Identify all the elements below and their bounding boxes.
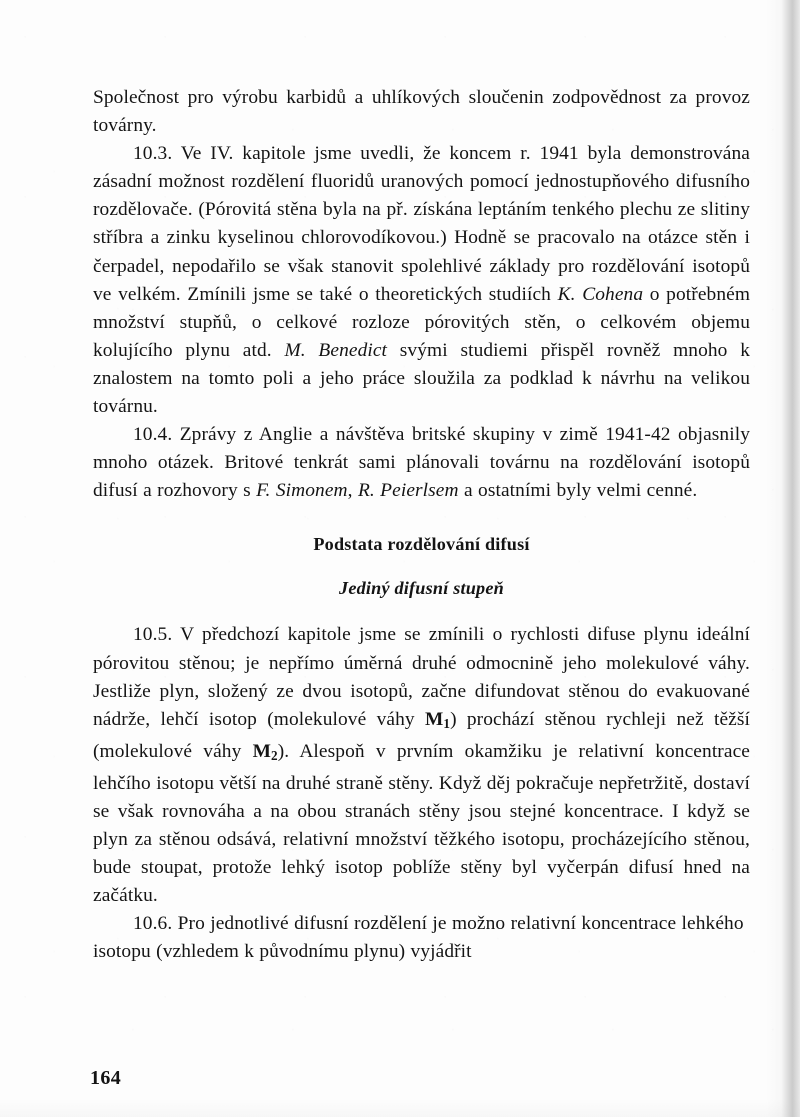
cited-author-peierls: R. Peierlsem (357, 480, 459, 502)
paragraph-10-6: 10.6. Pro jednotlivé difusní rozdělení je možno relativní koncentrace lehkého isotopu (vzhledem k původnímu plynu) vyjádřit (93, 913, 744, 963)
paragraph-10-4-text-c: a ostatními byly velmi cenné. (458, 480, 698, 502)
symbol-m1-base: M (424, 708, 444, 730)
scan-shadow-bottom-edge (0, 1099, 800, 1117)
paragraph-10-3-text-b: o potřebném množství stupňů, o celkové rozloze pórovitých stěn, o celkovém objemu kolujícího plynu atd. (93, 283, 751, 361)
symbol-molecular-weight-2 (253, 741, 278, 762)
scan-shadow-right-edge (766, 0, 800, 1117)
paragraph-10-4-text-a: 10.4. Zprávy z Anglie a návštěva britské skupiny v zimě 1941-42 objasnily mnoho otázek. Britové tenkrát sami plánovali továrnu na rozdělování isotopů difusí a rozhovory s (93, 424, 750, 502)
cited-author-benedict: M. Benedict (284, 339, 388, 361)
paragraph-10-5-text-b: ) prochází stěnou rychleji než těžší (molekulové váhy (93, 708, 750, 762)
cited-author-cohen: K. Cohena (557, 283, 644, 305)
paragraph-10-3 (93, 140, 750, 421)
section-heading: Podstata rozdělování difusí (313, 534, 530, 555)
paragraph-10-3-text-a: 10.3. Ve IV. kapitole jsme uvedli, že koncem r. 1941 byla demonstrována zásadní možnost rozdělení fluoridů uranových pomocí jednostupňového difusního rozdělovače. (Pórovitá stěna byla na př. získána leptáním tenkého plechu ze slitiny stříbra a zinku kyselinou chlorovodíkovou.) Hodně se pracovalo na otázce stěn i čerpadel, nepodařilo se však stanovit spolehlivé základy pro rozdělování isotopů ve velkém. Zmínili jsme se také o theoretických studiích (93, 143, 750, 305)
paragraph-10-4-text-b: , (347, 480, 358, 502)
cited-author-simon: F. Simonem (256, 480, 348, 502)
paragraph-10-4 (93, 421, 750, 505)
paragraph-10-5-text-c: ). Alespoň v prvním okamžiku je relativní koncentrace lehčího isotopu větší na druhé straně stěny. Když děj pokračuje nepřetržitě, dostaví se však rovnováha a na obou stranách stěny jsou stejné koncentrace. I když se plyn za stěnou odsává, relativní množství těžkého isotopu, procházejícího stěnou, bude stoupat, protože lehký isotop poblíže stěny byl vyčerpán difusí hned na začátku. (93, 740, 750, 907)
page-text-column (93, 84, 750, 966)
symbol-molecular-weight-1 (425, 709, 450, 730)
paragraph-10-3-text-c: svými studiemi přispěl rovněž mnoho k znalostem na tomto poli a jeho práce sloužila za podklad k návrhu na velikou továrnu. (93, 339, 750, 418)
page-number: 164 (90, 1067, 122, 1089)
paragraph-10-5-text-a: 10.5. V předchozí kapitole jsme se zmínili o rychlosti difuse plynu ideální pórovitou stěnou; je nepřímo úměrná druhé odmocnině jeho molekulové váhy. Jestliže plyn, složený ze dvou isotopů, začne difundovat stěnou do evakuované nádrže, lehčí isotop (molekulové váhy (93, 624, 750, 730)
symbol-m2-subscript: 2 (271, 747, 278, 763)
section-subheading: Jediný difusní stupeň (339, 578, 504, 599)
symbol-m2-base: M (252, 740, 271, 762)
symbol-m1-subscript: 1 (443, 715, 451, 731)
paragraph-10-5 (93, 621, 750, 910)
paragraph-continued-top: Společnost pro výrobu karbidů a uhlíkových sloučenin zodpovědnost za provoz továrny. (93, 87, 750, 137)
